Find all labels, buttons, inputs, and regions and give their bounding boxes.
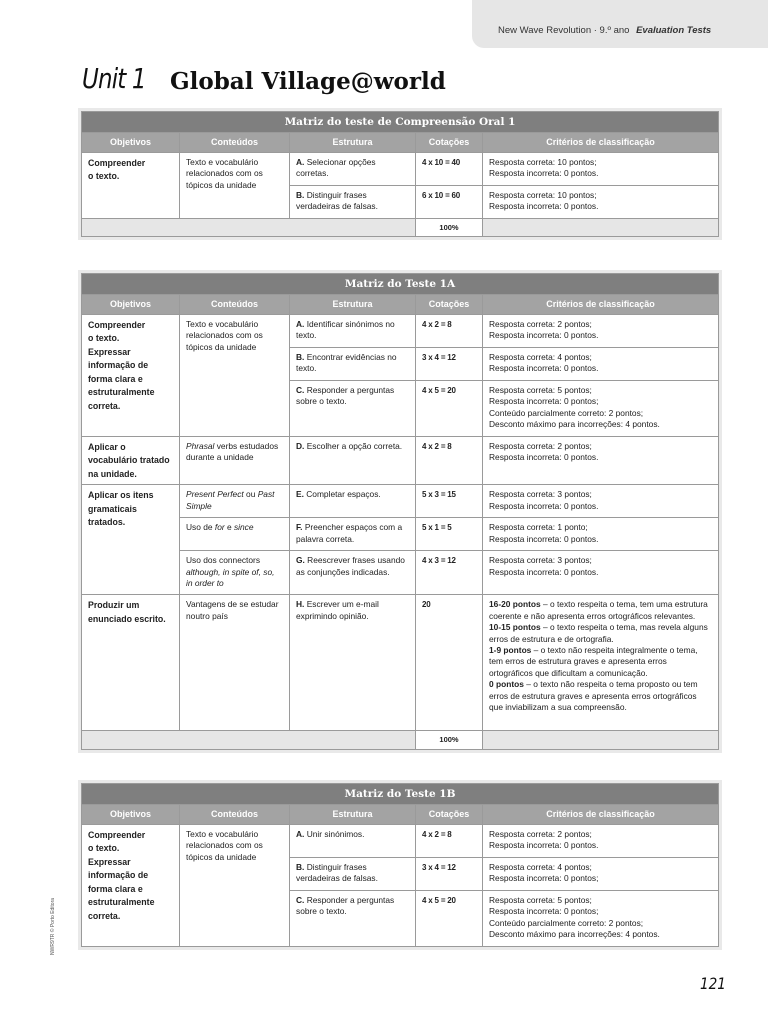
criterio-cell: Resposta correta: 1 ponto; Resposta incorreta: 0 pontos.: [483, 518, 719, 551]
conteudo-cell: Texto e vocabulário relacionados com os tópicos da unidade: [180, 152, 290, 218]
section-title: Evaluation Tests: [636, 25, 712, 36]
col-conteudos: Conteúdos: [180, 295, 290, 314]
criterio-cell: 16-20 pontos – o texto respeita o tema, tem uma estrutura coerente e não apresenta erros ortográficos relevantes. 10-15 pontos – o texto respeita o tema, mas revela alguns erros de estrutura e de ortografia. 1-9 pontos – o texto não respeita integralmente o tema, tem erros de estrutura graves e apresenta erros ortográficos que dificultam a comunicação. 0 pontos – o texto não respeita o tema proposto ou tem erros de estrutura graves e apresenta erros ortográficos que inviabilizam a sua compreensão.: [483, 595, 719, 731]
estrutura-cell: A. Identificar sinónimos no texto.: [290, 314, 416, 347]
conteudo-cell: Texto e vocabulário relacionados com os tópicos da unidade: [180, 314, 290, 436]
running-header: [498, 25, 711, 36]
cotacao-cell: 20: [416, 595, 483, 731]
cotacao-cell: 3 x 4 = 12: [416, 857, 483, 890]
matrix-table-1a: [78, 270, 722, 753]
total-cell: 100%: [416, 218, 483, 236]
unit-label: Unit 1: [82, 62, 146, 95]
cotacao-cell: 4 x 3 = 12: [416, 551, 483, 595]
col-objetivos: Objetivos: [82, 133, 180, 152]
col-conteudos: Conteúdos: [180, 133, 290, 152]
col-criterios: Critérios de classificação: [483, 295, 719, 314]
estrutura-cell: B. Distinguir frases verdadeiras de falsas.: [290, 857, 416, 890]
cotacao-cell: 4 x 5 = 20: [416, 890, 483, 946]
cotacao-cell: 5 x 3 = 15: [416, 485, 483, 518]
estrutura-cell: C. Responder a perguntas sobre o texto.: [290, 890, 416, 946]
objetivo-cell: Aplicar o vocabulário tratado na unidade.: [82, 436, 180, 485]
col-cotacoes: Cotações: [416, 133, 483, 152]
criterio-cell: Resposta correta: 2 pontos; Resposta incorreta: 0 pontos.: [483, 824, 719, 857]
cotacao-cell: 4 x 2 = 8: [416, 314, 483, 347]
conteudo-cell: Present Perfect ou Past Simple: [180, 485, 290, 518]
book-title: New Wave Revolution · 9.º ano: [498, 25, 630, 36]
cotacao-cell: 4 x 5 = 20: [416, 380, 483, 436]
header-tab: [472, 0, 768, 48]
objetivo-cell: Compreender o texto. Expressar informação de forma clara e estruturalmente correta.: [82, 824, 180, 946]
criterio-cell: Resposta correta: 2 pontos; Resposta incorreta: 0 pontos.: [483, 314, 719, 347]
estrutura-cell: C. Responder a perguntas sobre o texto.: [290, 380, 416, 436]
objetivo-cell: Aplicar os itens gramaticais tratados.: [82, 485, 180, 595]
col-conteudos: Conteúdos: [180, 805, 290, 824]
criterio-cell: Resposta correta: 4 pontos; Resposta incorreta: 0 pontos;: [483, 857, 719, 890]
criterio-cell: Resposta correta: 10 pontos; Resposta incorreta: 0 pontos.: [483, 152, 719, 185]
matrix-table-oral: [78, 108, 722, 240]
col-objetivos: Objetivos: [82, 295, 180, 314]
col-cotacoes: Cotações: [416, 295, 483, 314]
conteudo-cell: Phrasal verbs estudados durante a unidade: [180, 436, 290, 485]
total-cell: 100%: [416, 731, 483, 749]
col-estrutura: Estrutura: [290, 805, 416, 824]
conteudo-cell: Vantagens de se estudar noutro país: [180, 595, 290, 731]
criterio-cell: Resposta correta: 5 pontos; Resposta incorreta: 0 pontos; Conteúdo parcialmente correto: 2 pontos; Desconto máximo para incorreções: 4 pontos.: [483, 890, 719, 946]
col-estrutura: Estrutura: [290, 295, 416, 314]
table-title: Matriz do Teste 1B: [82, 784, 719, 805]
table-title: Matriz do teste de Compreensão Oral 1: [82, 112, 719, 133]
cotacao-cell: 6 x 10 = 60: [416, 185, 483, 218]
col-estrutura: Estrutura: [290, 133, 416, 152]
criterio-cell: Resposta correta: 10 pontos; Resposta incorreta: 0 pontos.: [483, 185, 719, 218]
col-criterios: Critérios de classificação: [483, 805, 719, 824]
objetivo-cell: Compreender o texto. Expressar informação de forma clara e estruturalmente correta.: [82, 314, 180, 436]
col-criterios: Critérios de classificação: [483, 133, 719, 152]
cotacao-cell: 4 x 10 = 40: [416, 152, 483, 185]
matrix-table-1b: [78, 780, 722, 950]
objetivo-cell: Produzir um enunciado escrito.: [82, 595, 180, 731]
objetivo-cell: Compreender o texto.: [82, 152, 180, 218]
conteudo-cell: Uso de for e since: [180, 518, 290, 551]
estrutura-cell: B. Distinguir frases verdadeiras de falsas.: [290, 185, 416, 218]
criterio-cell: Resposta correta: 3 pontos; Resposta incorreta: 0 pontos.: [483, 485, 719, 518]
criterio-cell: Resposta correta: 2 pontos; Resposta incorreta: 0 pontos.: [483, 436, 719, 485]
col-objetivos: Objetivos: [82, 805, 180, 824]
estrutura-cell: G. Reescrever frases usando as conjunções indicadas.: [290, 551, 416, 595]
criterio-cell: Resposta correta: 5 pontos; Resposta incorreta: 0 pontos; Conteúdo parcialmente correto: 2 pontos; Desconto máximo para incorreções: 4 pontos.: [483, 380, 719, 436]
cotacao-cell: 5 x 1 = 5: [416, 518, 483, 551]
col-cotacoes: Cotações: [416, 805, 483, 824]
estrutura-cell: H. Escrever um e-mail exprimindo opinião.: [290, 595, 416, 731]
unit-heading: [82, 62, 446, 95]
criterio-cell: Resposta correta: 4 pontos; Resposta incorreta: 0 pontos.: [483, 347, 719, 380]
estrutura-cell: A. Unir sinónimos.: [290, 824, 416, 857]
unit-title: Global Village@world: [170, 68, 446, 95]
criterio-cell: Resposta correta: 3 pontos; Resposta incorreta: 0 pontos.: [483, 551, 719, 595]
estrutura-cell: B. Encontrar evidências no texto.: [290, 347, 416, 380]
estrutura-cell: F. Preencher espaços com a palavra correta.: [290, 518, 416, 551]
estrutura-cell: A. Selecionar opções corretas.: [290, 152, 416, 185]
page-number: 121: [700, 974, 726, 993]
cotacao-cell: 4 x 2 = 8: [416, 436, 483, 485]
estrutura-cell: D. Escolher a opção correta.: [290, 436, 416, 485]
conteudo-cell: Uso dos connectors although, in spite of, so, in order to: [180, 551, 290, 595]
estrutura-cell: E. Completar espaços.: [290, 485, 416, 518]
cotacao-cell: 4 x 2 = 8: [416, 824, 483, 857]
table-title: Matriz do Teste 1A: [82, 274, 719, 295]
cotacao-cell: 3 x 4 = 12: [416, 347, 483, 380]
conteudo-cell: Texto e vocabulário relacionados com os tópicos da unidade: [180, 824, 290, 946]
copyright-note: NWR9TR © Porto Editora: [50, 897, 56, 955]
